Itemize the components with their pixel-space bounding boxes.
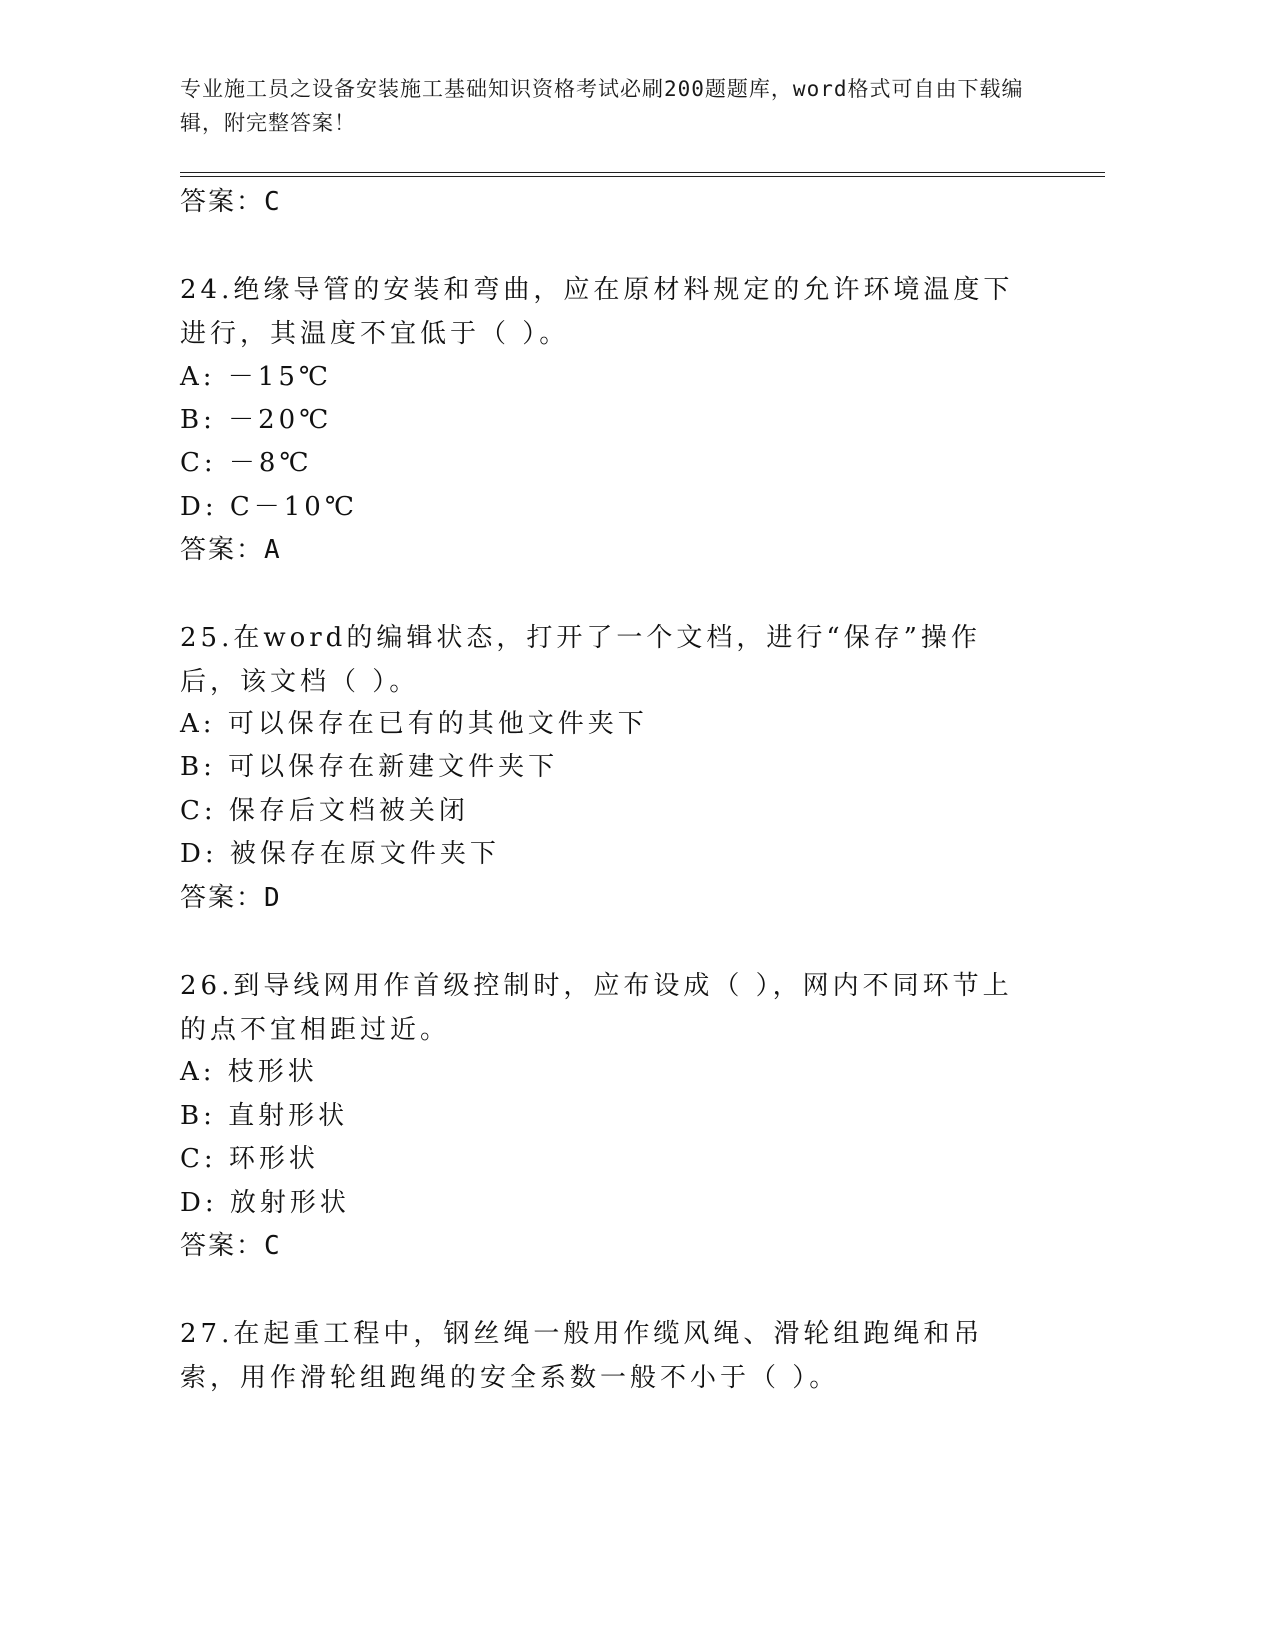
question-26-text: 26.到导线网用作首级控制时，应布设成（ ），网内不同环节上的点不宜相距过近。 xyxy=(180,971,1013,1045)
question-24-option-c: C: －8℃ xyxy=(180,448,313,478)
header-divider-bottom xyxy=(180,176,1105,177)
question-25-answer: 答案：D xyxy=(180,883,282,913)
question-25-option-b: B: 可以保存在新建文件夹下 xyxy=(180,752,559,782)
question-27-text: 27.在起重工程中，钢丝绳一般用作缆风绳、滑轮组跑绳和吊索，用作滑轮组跑绳的安全系数一般不小于（ ）。 xyxy=(180,1319,984,1393)
question-25-text: 25.在word的编辑状态，打开了一个文档，进行“保存”操作后，该文档（ ）。 xyxy=(180,623,981,697)
question-24-text: 24.绝缘导管的安装和弯曲，应在原材料规定的允许环境温度下进行，其温度不宜低于（ ）。 xyxy=(180,275,1014,349)
question-25-option-a: A: 可以保存在已有的其他文件夹下 xyxy=(180,709,648,739)
question-25-option-d: D: 被保存在原文件夹下 xyxy=(180,839,500,869)
question-24-option-b: B: －20℃ xyxy=(180,405,333,435)
question-25-option-c: C: 保存后文档被关闭 xyxy=(180,796,469,826)
question-26-option-b: B: 直射形状 xyxy=(180,1101,349,1131)
prev-answer: 答案：C xyxy=(180,187,282,217)
question-26-answer: 答案：C xyxy=(180,1231,282,1261)
question-26-option-d: D: 放射形状 xyxy=(180,1188,350,1218)
question-24-option-a: A: －15℃ xyxy=(180,362,332,392)
header-divider-top xyxy=(180,172,1105,173)
question-26-option-c: C: 环形状 xyxy=(180,1144,319,1174)
question-24-option-d: D: C－10℃ xyxy=(180,492,358,522)
question-24-answer: 答案：A xyxy=(180,535,282,565)
document-header: 专业施工员之设备安装施工基础知识资格考试必刷200题题库，word格式可自由下载编辑，附完整答案！ xyxy=(180,77,1024,135)
question-26-option-a: A: 枝形状 xyxy=(180,1057,318,1087)
